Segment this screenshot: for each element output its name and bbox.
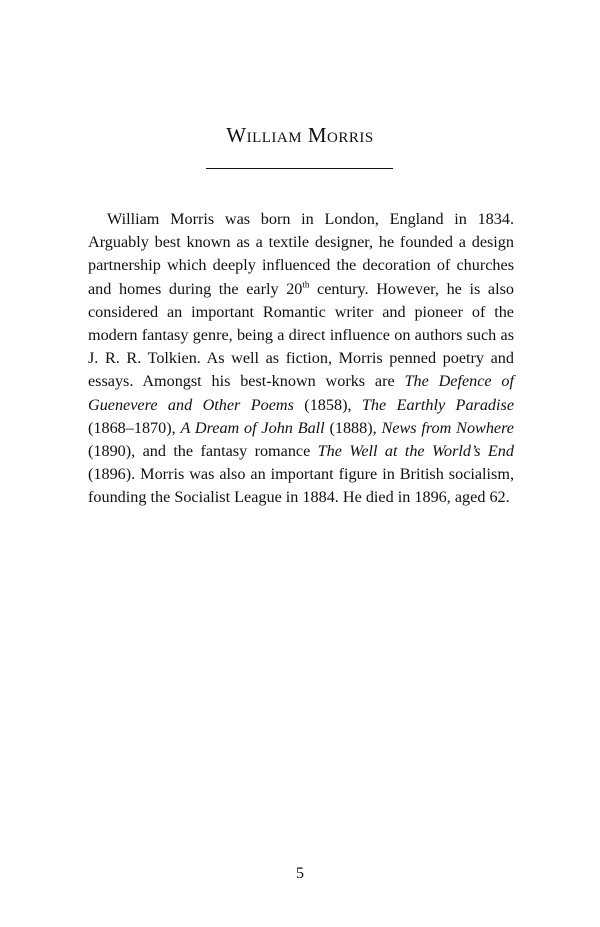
- work-title: A Dream of John Ball: [180, 418, 325, 437]
- title-divider: [206, 168, 393, 169]
- text-segment: (1896). Morris was also an important figure in British socialism, founding the Socialist League in 1884. He died in 1896, aged 62.: [88, 465, 514, 507]
- work-title: News from Nowhere: [381, 418, 514, 437]
- superscript: th: [302, 279, 310, 290]
- page-number: 5: [296, 865, 304, 882]
- work-title: The Defence of Guenevere and Other Poems: [88, 372, 514, 414]
- chapter-title: William Morris: [226, 123, 374, 147]
- text-segment: (1868–1870),: [88, 418, 181, 437]
- text-segment: century. However, he is also considered an important Romantic writer and pioneer of the modern fantasy genre, being a direct influence on authors such as J. R. R. Tolkien. As well as fiction, Morris penned poetry and essays. Amongst his best-known works are: [88, 279, 514, 391]
- text-segment: (1890), and the fantasy romance: [88, 442, 318, 461]
- text-segment: (1858),: [293, 395, 362, 414]
- work-title: The Earthly Paradise: [361, 395, 515, 414]
- text-segment: William Morris was born in London, England in 1834. Arguably best known as a textile designer, he founded a design partnership which deeply influenced the decoration of churches and homes during the early 20: [88, 210, 514, 298]
- text-segment: (1888),: [324, 418, 382, 437]
- biography-paragraph: [88, 208, 514, 510]
- work-title: The Well at the World’s End: [317, 442, 514, 461]
